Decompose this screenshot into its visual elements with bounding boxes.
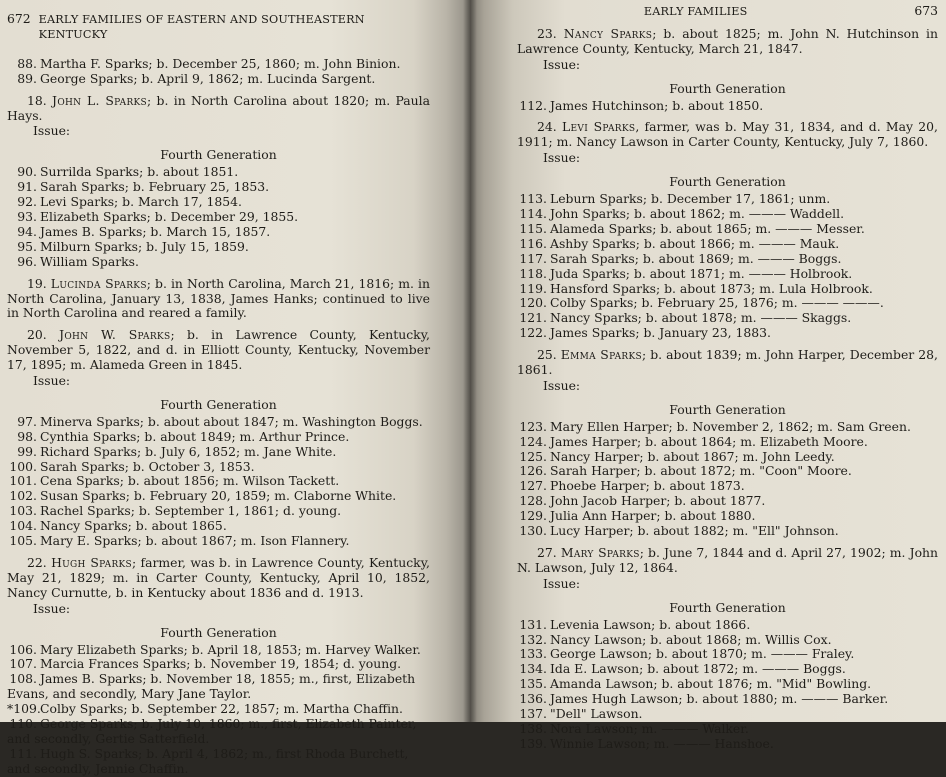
entry-text: Martha F. Sparks; b. December 25, 1860; m. John Binion. [40,55,401,71]
paragraph-name: Lucinda Sparks [50,275,147,291]
entry-number: 118. [519,265,547,281]
entry-text: James Harper; b. about 1864; m. Elizabeth Moore. [550,433,868,449]
entry-text: Levenia Lawson; b. about 1866. [550,616,751,632]
entry-number: 104. [9,518,37,534]
list-item [517,252,938,267]
paragraph-number: 22. [27,555,47,570]
entry-number: 106. [9,641,37,657]
list-item [517,662,938,677]
generation-heading: Fourth Generation [160,147,277,163]
generation-heading: Fourth Generation [669,401,786,417]
entry-text: Ashby Sparks; b. about 1866; m. ——— Mauk. [550,235,840,251]
entry-number: 105. [9,533,37,549]
family-paragraph [517,546,938,576]
list-item [517,618,938,633]
book-gutter-shadow [463,0,477,722]
family-paragraph [517,27,938,57]
paragraph-number: 20. [27,327,47,343]
list-item [517,99,938,114]
list-item [517,633,938,648]
list-item [517,267,938,282]
entry-text: Sarah Harper; b. about 1872; m. "Coon" Moore. [550,463,852,479]
right-running-head [517,4,938,20]
entry-number: 93. [17,208,37,224]
entry-text: Nancy Sparks; b. about 1865. [40,518,227,534]
paragraph-name: Hugh Sparks [51,555,133,570]
issue-label: Issue: [543,377,581,393]
list-item [517,237,938,252]
list-item [517,479,938,494]
generation-heading: Fourth Generation [160,396,277,412]
entry-number: 114. [519,205,547,221]
entry-number: 131. [519,616,547,632]
list-item [517,494,938,509]
right-page-number: 673 [914,3,938,18]
entry-text: Alameda Sparks; b. about 1865; m. ——— Messer. [550,220,865,236]
entry-text: James B. Sparks; b. November 18, 1855; m., first, Elizabeth Evans, and secondly, Mary Jane Taylor. [7,671,416,702]
list-item [7,430,430,445]
entry-text: Mary E. Sparks; b. about 1867; m. Ison Flannery. [40,533,350,549]
list-item [7,657,430,672]
left-page-number: 672 [7,11,31,26]
list-item [517,524,938,539]
paragraph-text: ; farmer, was b. in Lawrence County, Kentucky, May 21, 1829; m. in Carter County, Kentucky, April 10, 1852, Nancy Curnutte, b. in Kentucky about 1836 and d. 1913. [7,555,430,600]
list-item [7,445,430,460]
issue-label: Issue: [33,600,71,616]
right-page-body [517,27,938,752]
generation-heading: Fourth Generation [669,174,786,190]
entry-number: 112. [519,97,547,113]
entry-number: 115. [519,220,547,236]
entry-text: John Jacob Harper; b. about 1877. [550,493,766,509]
entry-number: 132. [519,631,547,647]
entry-number: 94. [17,223,37,239]
entry-number: 101. [9,473,37,489]
list-item [517,677,938,692]
list-item [7,534,430,549]
list-item [7,195,430,210]
entry-text: Milburn Sparks; b. July 15, 1859. [40,238,249,254]
family-paragraph [7,94,430,124]
entry-text: Lucy Harper; b. about 1882; m. "Ell" Johnson. [550,523,839,539]
paragraph-text: ; b. June 7, 1844 and d. April 27, 1902; m. John N. Lawson, July 12, 1864. [517,545,938,575]
entry-text: Marcia Frances Sparks; b. November 19, 1854; d. young. [40,656,402,672]
entry-text: Amanda Lawson; b. about 1876; m. "Mid" Bowling. [550,676,872,692]
entry-text: Colby Sparks; b. February 25, 1876; m. ——— ———. [550,295,884,311]
issue-label: Issue: [543,575,581,591]
entry-number: 95. [17,238,37,254]
entry-number: 113. [519,191,547,207]
entry-number: 123. [519,418,547,434]
entry-number: 124. [519,433,547,449]
entry-text: Leburn Sparks; b. December 17, 1861; unm. [550,191,831,207]
paragraph-number: 24. [537,119,557,135]
entry-text: Cynthia Sparks; b. about 1849; m. Arthur Prince. [40,428,350,444]
entry-number: 129. [519,508,547,524]
entry-number: 136. [519,691,547,707]
entry-text: George Sparks; b. April 9, 1862; m. Lucinda Sargent. [40,70,376,86]
left-page-body [7,57,430,777]
entry-number: 107. [9,656,37,672]
issue-label: Issue: [33,123,71,139]
entry-text: Cena Sparks; b. about 1856; m. Wilson Tackett. [40,473,340,489]
list-item [7,519,430,534]
entry-number: 128. [519,493,547,509]
entry-text: "Dell" Lawson. [550,706,643,722]
entry-number: 121. [519,310,547,326]
entry-number: 117. [519,250,547,266]
entry-text: Julia Ann Harper; b. about 1880. [550,508,756,524]
entry-text: John Sparks; b. about 1862; m. ——— Waddell. [550,205,845,221]
entry-number: 103. [9,503,37,519]
paragraph-text: ; b. in North Carolina about 1820; m. Paula Hays. [7,92,430,123]
list-item [517,192,938,207]
list-item [7,460,430,475]
list-item [7,643,430,658]
entry-text: Mary Elizabeth Sparks; b. April 18, 1853; m. Harvey Walker. [40,641,421,657]
entry-text: James Hutchinson; b. about 1850. [550,97,764,113]
entry-text: Ida E. Lawson; b. about 1872; m. ——— Boggs. [550,661,846,677]
paragraph-text: ; b. in North Carolina, March 21, 1816; m. in North Carolina, January 13, 1838, James Hanks; continued to live in North Carolina and reared a family. [7,275,430,321]
paragraph-name: John L. Sparks [52,92,148,108]
entry-text: Surrilda Sparks; b. about 1851. [40,164,239,180]
list-item [7,672,430,702]
entry-number: 111. [9,745,37,761]
list-item [517,647,938,662]
list-item [7,504,430,519]
left-running-head [7,12,430,43]
list-item [7,474,430,489]
entry-text: James B. Sparks; b. March 15, 1857. [40,223,271,239]
list-item [7,225,430,240]
list-item [517,435,938,450]
issue-label: Issue: [33,373,71,389]
entry-number: 90. [17,164,37,180]
entry-text: William Sparks. [40,253,139,269]
entry-number: 98. [17,428,37,444]
entry-text: Minerva Sparks; b. about about 1847; m. Washington Boggs. [40,413,423,429]
entry-text: Sarah Sparks; b. October 3, 1853. [40,458,255,474]
issue-label: Issue: [543,56,581,72]
list-item [517,326,938,341]
list-item [517,722,938,737]
paragraph-number: 19. [27,275,47,291]
entry-number: 133. [519,646,547,662]
entry-text: Susan Sparks; b. February 20, 1859; m. Claborne White. [40,488,397,504]
entry-number: 96. [17,253,37,269]
list-item [517,282,938,297]
paragraph-name: Emma Sparks [560,347,642,363]
family-paragraph [7,277,430,322]
entry-number: 120. [519,295,547,311]
entry-number: 89. [17,70,37,86]
entry-text: Hansford Sparks; b. about 1873; m. Lula Holbrook. [550,280,873,296]
entry-number: 139. [519,735,547,751]
list-item [7,72,430,87]
entry-text: Sarah Sparks; b. about 1869; m. ——— Boggs. [550,250,842,266]
list-item [517,420,938,435]
entry-text: Levi Sparks; b. March 17, 1854. [40,194,242,210]
entry-number: 108. [9,671,37,687]
right-running-title: EARLY FAMILIES [643,5,748,18]
paragraph-text: ; b. in Lawrence County, Kentucky, November 5, 1822, and d. in Elliott County, Kentucky, November 17, 1895; m. Alameda Green in 1845. [7,327,430,373]
list-item [7,489,430,504]
entry-text: Nora Lawson; m. ——— Walker. [550,720,749,736]
list-item [517,207,938,222]
entry-number: 135. [519,676,547,692]
left-page [0,0,470,776]
entry-text: James Sparks; b. January 23, 1883. [550,325,771,341]
issue-label: Issue: [543,150,581,166]
entry-number: 92. [17,194,37,210]
paragraph-text: ; b. about 1839; m. John Harper, December 28, 1861. [517,347,938,378]
entry-text: Juda Sparks; b. about 1871; m. ——— Holbrook. [550,265,853,281]
paragraph-text: ; b. about 1825; m. John N. Hutchinson in Lawrence County, Kentucky, March 21, 1847. [517,25,938,56]
entry-number: 137. [519,706,547,722]
list-item [7,180,430,195]
list-item [7,255,430,270]
generation-heading: Fourth Generation [160,624,277,640]
family-paragraph [517,120,938,150]
list-item [517,509,938,524]
list-item [517,707,938,722]
entry-text: George Sparks; b. July 10, 1860; m., first, Elizabeth Painter, and secondly, Gertie Satterfield. [7,716,417,746]
right-page [470,0,946,751]
list-item [517,737,938,752]
entry-number: 122. [519,325,547,341]
list-item [7,717,430,747]
paragraph-name: Nancy Sparks [563,25,653,41]
entry-text: James Hugh Lawson; b. about 1880; m. ——— Barker. [550,691,889,707]
entry-number: 99. [17,443,37,459]
entry-text: Nancy Sparks; b. about 1878; m. ——— Skaggs. [550,310,852,326]
entry-text: Nancy Lawson; b. about 1868; m. Willis Cox. [550,631,832,647]
paragraph-name: John W. Sparks [59,327,171,343]
entry-number: 88. [17,55,37,71]
list-item [517,222,938,237]
entry-text: Mary Ellen Harper; b. November 2, 1862; m. Sam Green. [550,418,911,434]
paragraph-name: Levi Sparks [562,119,636,135]
entry-text: Sarah Sparks; b. February 25, 1853. [40,179,270,195]
entry-number: 138. [519,720,547,736]
entry-number: 102. [9,488,37,504]
entry-number: 125. [519,448,547,464]
entry-number: 126. [519,463,547,479]
list-item [7,240,430,255]
entry-number: 119. [519,280,547,296]
entry-number: 100. [9,458,37,474]
entry-number: 130. [519,523,547,539]
list-item [517,464,938,479]
entry-text: Hugh S. Sparks; b. April 4, 1862; m., first Rhoda Burchett, and secondly, Jennie Chaffin. [7,745,409,776]
entry-text: George Lawson; b. about 1870; m. ——— Fraley. [550,646,855,662]
left-running-title: EARLY FAMILIES OF EASTERN AND SOUTHEASTERN KENTUCKY [38,13,365,41]
paragraph-name: Mary Sparks [560,545,640,560]
entry-number: 134. [519,661,547,677]
list-item [7,702,430,717]
entry-number: *109. [7,701,41,717]
list-item [7,165,430,180]
entry-number: 116. [519,235,547,251]
entry-text: Winnie Lawson; m. ——— Hanshoe. [550,735,774,751]
paragraph-number: 23. [537,25,557,41]
family-paragraph [7,328,430,373]
entry-number: 91. [17,179,37,195]
entry-text: Phoebe Harper; b. about 1873. [550,478,745,494]
entry-text: Elizabeth Sparks; b. December 29, 1855. [40,208,299,224]
paragraph-text: , farmer, was b. May 31, 1834, and d. May 20, 1911; m. Nancy Lawson in Carter County, Kentucky, July 7, 1860. [517,119,938,150]
family-paragraph [7,556,430,601]
list-item [7,57,430,72]
entry-text: Nancy Harper; b. about 1867; m. John Leedy. [550,448,835,464]
family-paragraph [517,348,938,378]
list-item [7,747,430,777]
entry-number: 127. [519,478,547,494]
paragraph-number: 18. [27,92,47,108]
entry-number: 97. [17,413,37,429]
entry-text: Rachel Sparks; b. September 1, 1861; d. young. [40,503,342,519]
list-item [7,210,430,225]
list-item [517,692,938,707]
generation-heading: Fourth Generation [669,599,786,615]
generation-heading: Fourth Generation [669,80,786,96]
paragraph-number: 25. [537,347,557,363]
entry-text: Colby Sparks; b. September 22, 1857; m. Martha Chaffin. [40,701,403,717]
list-item [517,311,938,326]
list-item [517,296,938,311]
list-item [517,450,938,465]
entry-text: Richard Sparks; b. July 6, 1852; m. Jane White. [40,443,337,459]
list-item [7,415,430,430]
entry-number: 110. [9,716,37,732]
paragraph-number: 27. [537,545,557,560]
